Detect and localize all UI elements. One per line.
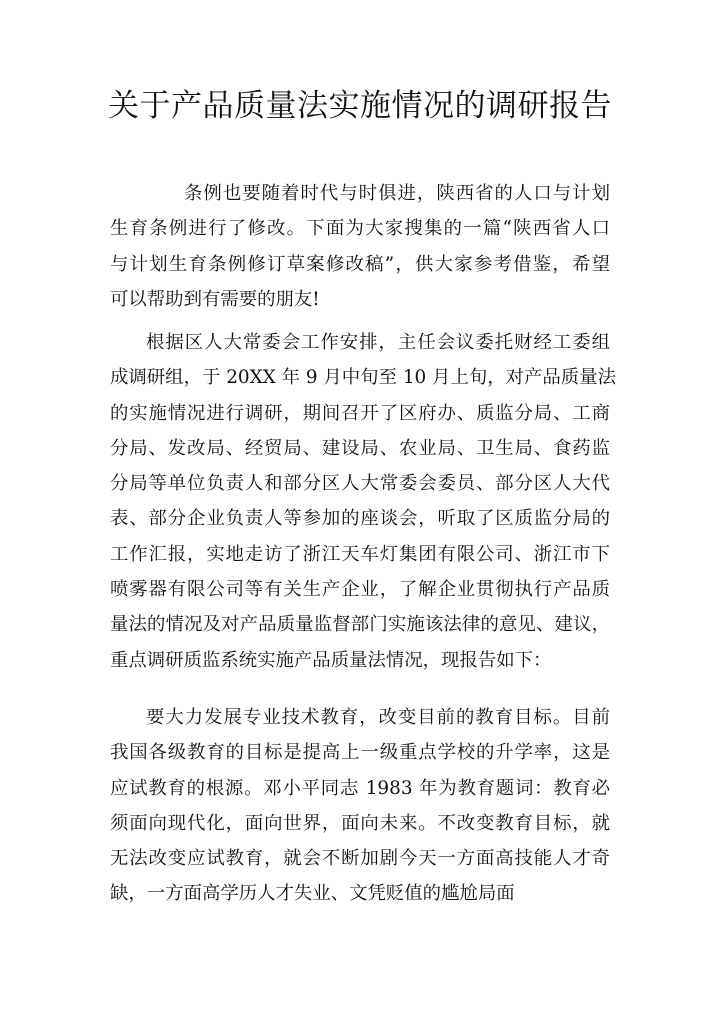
paragraph-line: 量法的情况及对产品质量监督部门实施该法律的意见、建议， <box>110 614 610 636</box>
paragraph-line: 我国各级教育的目标是提高上一级重点学校的升学率，这是 <box>110 742 610 764</box>
paragraph-line: 分局等单位负责人和部分区人大常委会委员、部分区人大代 <box>110 473 610 495</box>
paragraph-line: 应试教育的根源。邓小平同志 1983 年为教育题词：教育必 <box>110 777 610 799</box>
paragraph-line: 表、部分企业负责人等参加的座谈会，听取了区质监分局的 <box>110 508 610 530</box>
paragraph-line: 缺，一方面高学历人才失业、文凭贬值的尴尬局面 <box>110 883 515 905</box>
paragraph-line: 根据区人大常委会工作安排，主任会议委托财经工委组 <box>146 332 610 353</box>
paragraph-line: 与计划生育条例修订草案修改稿”，供大家参考借鉴，希望 <box>110 253 610 275</box>
paragraph-line: 须面向现代化，面向世界，面向未来。不改变教育目标，就 <box>110 812 610 834</box>
paragraph-report <box>110 325 616 678</box>
document-title: 关于产品质量法实施情况的调研报告 <box>108 88 612 124</box>
paragraph-line: 工作汇报，实地走访了浙江天车灯集团有限公司、浙江市下 <box>110 543 610 565</box>
paragraph-line: 的实施情况进行调研，期间召开了区府办、质监分局、工商 <box>110 402 610 424</box>
paragraph-line: 可以帮助到有需要的朋友! <box>110 288 320 310</box>
paragraph-line: 生育条例进行了修改。下面为大家搜集的一篇“陕西省人口 <box>110 218 610 240</box>
paragraph-line: 要大力发展专业技术教育，改变目前的教育目标。目前 <box>146 707 610 728</box>
paragraph-line: 条例也要随着时代与时俱进，陕西省的人口与计划 <box>184 183 610 204</box>
paragraph-intro <box>110 176 610 317</box>
paragraph-line: 分局、发改局、经贸局、建设局、农业局、卫生局、食药监 <box>110 437 610 459</box>
paragraph-line: 重点调研质监系统实施产品质量法情况，现报告如下： <box>110 649 552 671</box>
paragraph-line: 喷雾器有限公司等有关生产企业，了解企业贯彻执行产品质 <box>110 579 610 601</box>
paragraph-line: 无法改变应试教育，就会不断加剧今天一方面高技能人才奇 <box>110 848 610 870</box>
paragraph-education <box>110 700 610 912</box>
paragraph-line: 成调研组，于 20XX 年 9 月中旬至 10 月上旬，对产品质量法 <box>110 367 616 389</box>
